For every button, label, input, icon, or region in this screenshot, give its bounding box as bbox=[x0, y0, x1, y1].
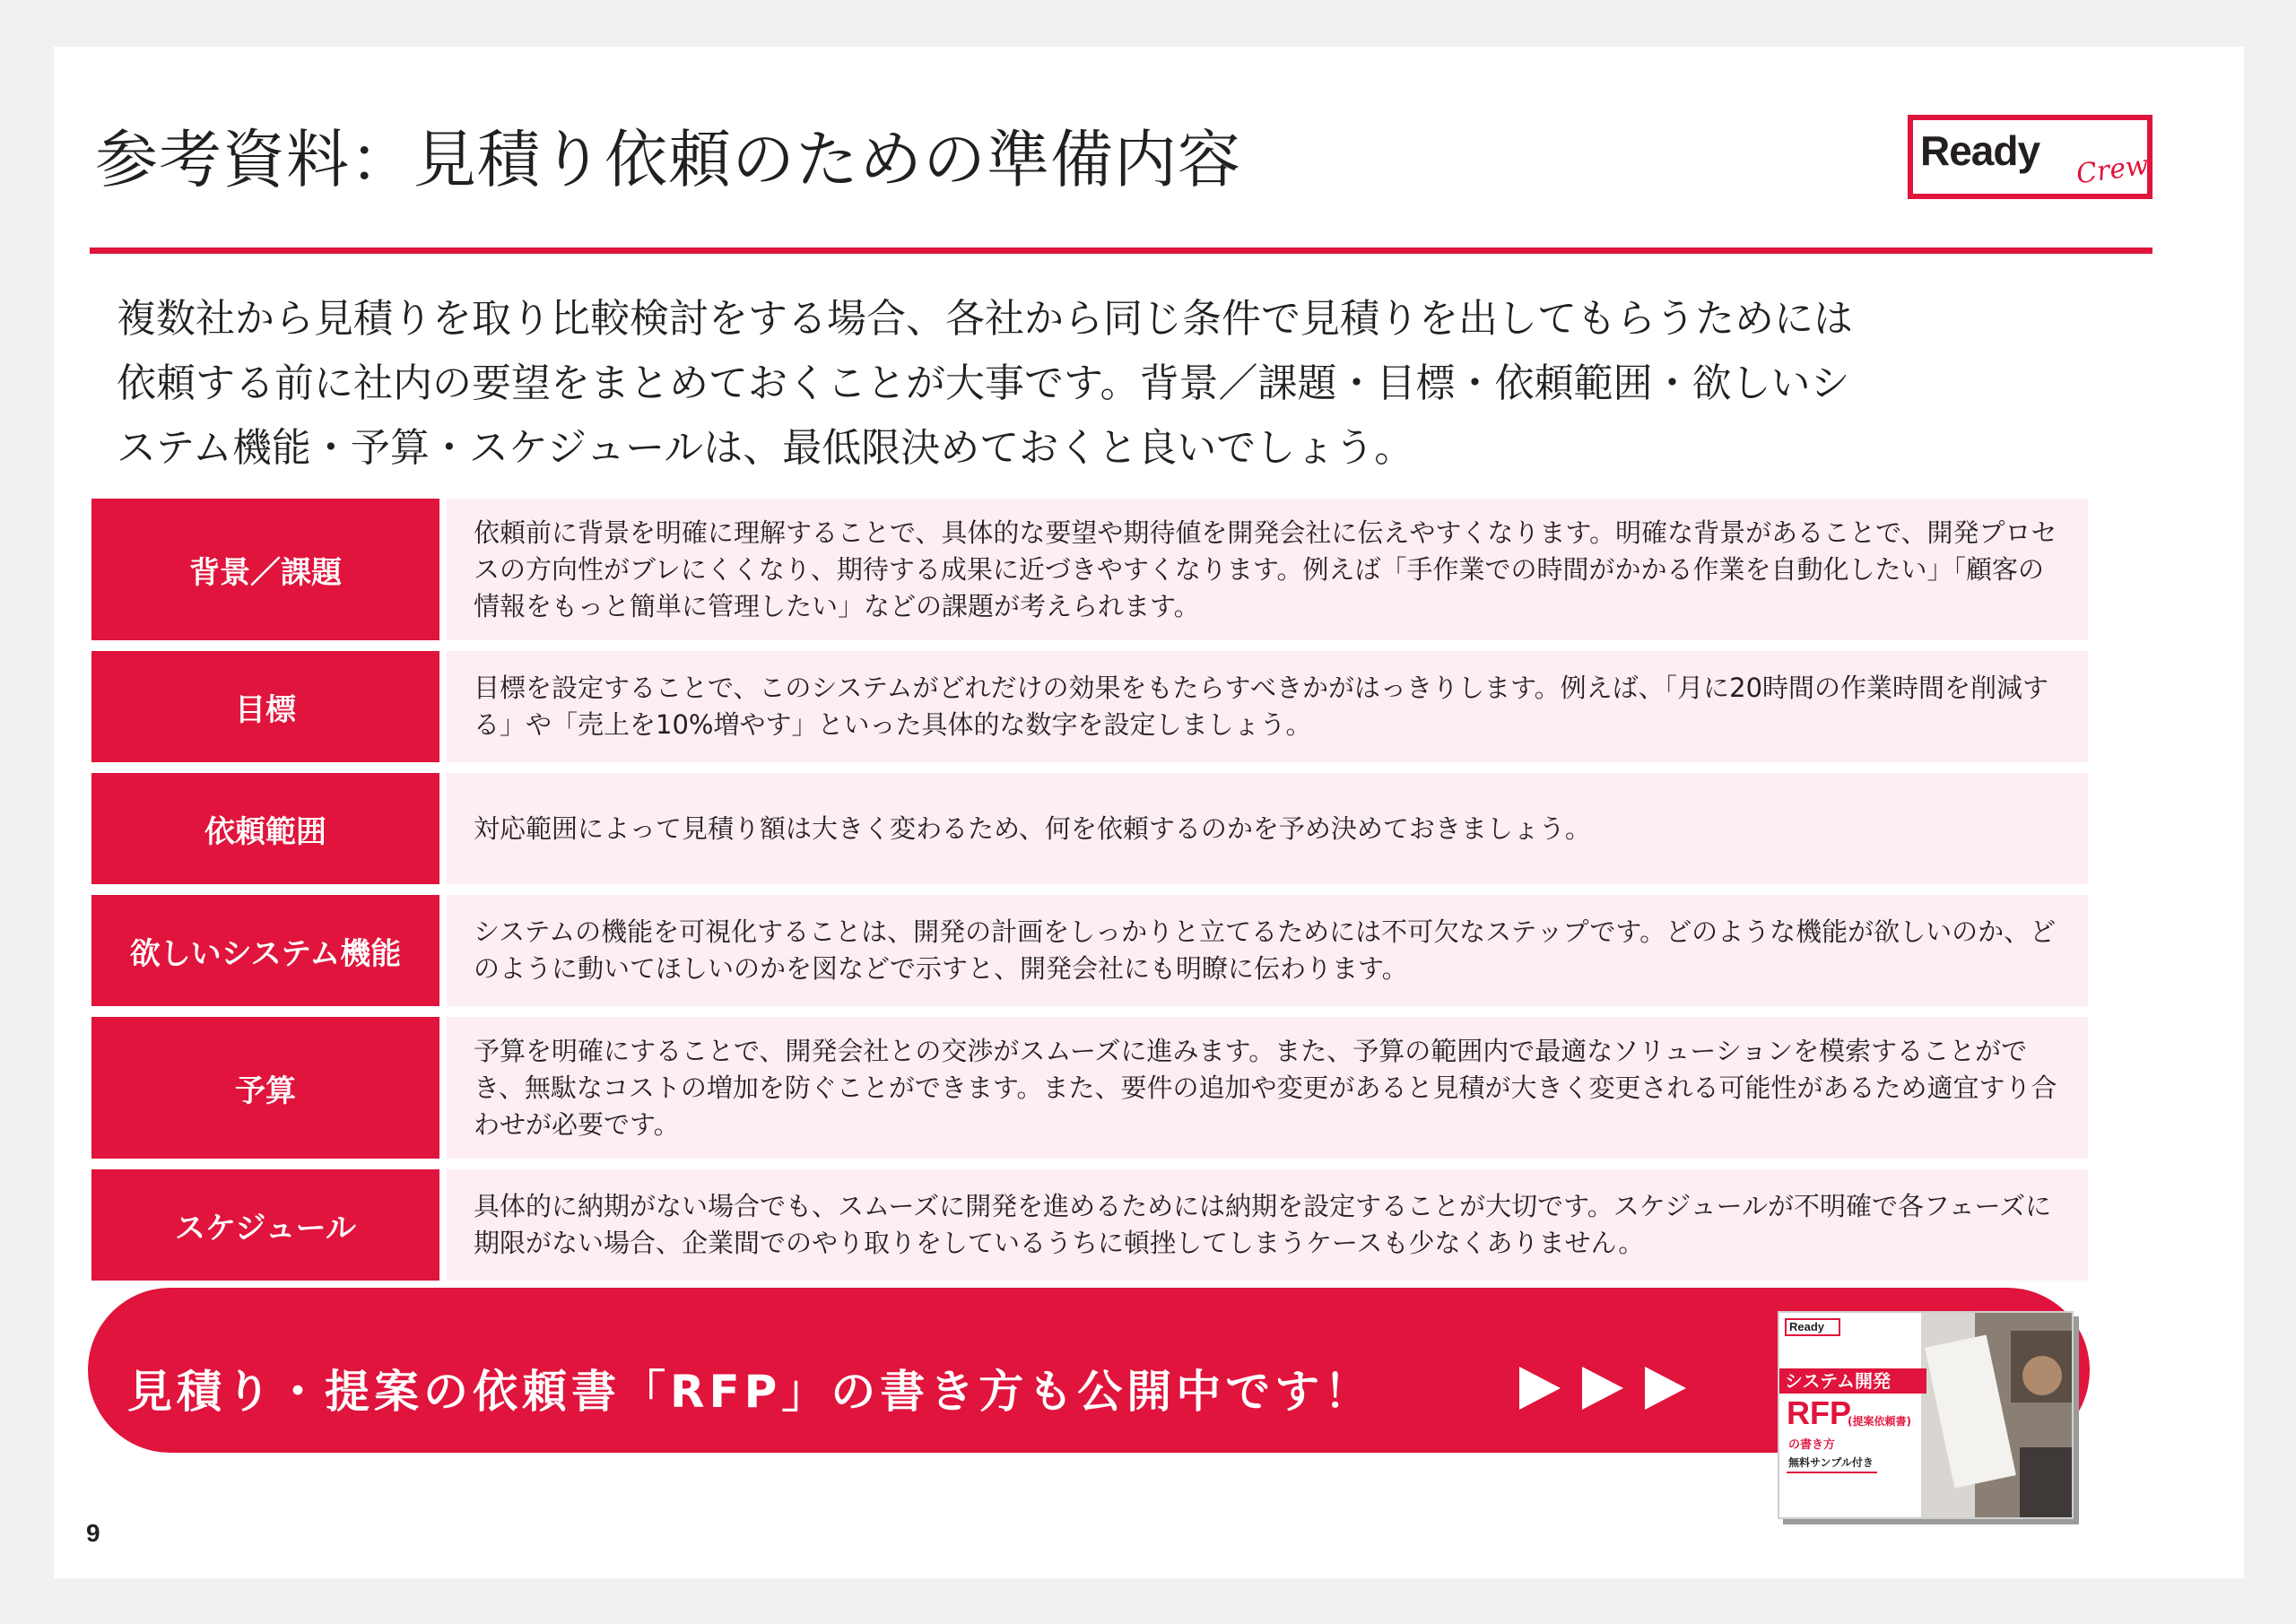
thumbnail-how-to: の書き方 bbox=[1788, 1438, 1836, 1452]
row-label: 背景／課題 bbox=[91, 499, 439, 640]
table-row-schedule bbox=[91, 1169, 2088, 1281]
intro-line: 複数社から見積りを取り比較検討をする場合、各社から同じ条件で見積りを出してもらうためには bbox=[117, 296, 1853, 342]
row-label: スケジュール bbox=[91, 1169, 439, 1281]
row-label: 予算 bbox=[91, 1017, 439, 1159]
thumbnail-rfp-subtitle: (提案依頼書) bbox=[1848, 1415, 1911, 1428]
logo-crew-text: Crew bbox=[2074, 149, 2151, 191]
row-description bbox=[447, 1169, 2088, 1281]
row-label: 欲しいシステム機能 bbox=[91, 895, 439, 1006]
row-description bbox=[447, 895, 2088, 1006]
intro-line: ステム機能・予算・スケジュールは、最低限決めておくと良いでしょう。 bbox=[117, 425, 1414, 471]
triple-arrow-icon[interactable] bbox=[1519, 1363, 1686, 1413]
page-number: 9 bbox=[86, 1519, 100, 1547]
page-title: 参考資料：見積り依頼のための準備内容 bbox=[95, 123, 1241, 196]
banner-text[interactable]: 見積り・提案の依頼書「RFP」の書き方も公開中です！ bbox=[127, 1366, 1374, 1418]
thumbnail-ribbon: システム開発 bbox=[1779, 1368, 1926, 1394]
row-description-text: 予算を明確にすることで、開発会社との交渉がスムーズに進みます。また、予算の範囲内で最適なソリューションを模索することができ、無駄なコストの増加を防ぐことができます。また、要件の追加や変更があると見積が大きく変更される可能性があるため適宜すり合わせが必要です。 bbox=[474, 1035, 2057, 1140]
intro-paragraph bbox=[117, 287, 2144, 481]
table-row-goal bbox=[91, 651, 2088, 762]
thumbnail-photo-image bbox=[1921, 1313, 2074, 1519]
row-description bbox=[447, 1017, 2088, 1159]
row-description bbox=[447, 773, 2088, 884]
row-description-text: 具体的に納期がない場合でも、スムーズに開発を進めるためには納期を設定することが大切です。スケジュールが不明確で各フェーズに期限がない場合、企業間でのやり取りをしているうちに頓挫してしまうケースも少なくありません。 bbox=[474, 1191, 2052, 1258]
rfp-guide-thumbnail[interactable] bbox=[1778, 1311, 2074, 1519]
row-label: 目標 bbox=[91, 651, 439, 762]
ready-crew-logo bbox=[1908, 115, 2152, 199]
thumbnail-logo: Ready bbox=[1785, 1318, 1840, 1336]
intro-line: 依頼する前に社内の要望をまとめておくことが大事です。背景／課題・目標・依頼範囲・欲しいシ bbox=[117, 360, 1850, 406]
table-row-scope bbox=[91, 773, 2088, 884]
row-description-text: 目標を設定することで、このシステムがどれだけの効果をもたらすべきかがはっきりします。例えば、「月に20時間の作業時間を削減する」や「売上を10%増やす」といった具体的な数字を設定しましょう。 bbox=[474, 673, 2049, 740]
thumbnail-rfp-title: RFP bbox=[1787, 1394, 1851, 1431]
row-description-text: システムの機能を可視化することは、開発の計画をしっかりと立てるためには不可欠なステップです。どのような機能が欲しいのか、どのように動いてほしいのかを図などで示すと、開発会社にも明瞭に伝わります。 bbox=[474, 916, 2057, 984]
table-row-background bbox=[91, 499, 2088, 640]
row-description-text: 依頼前に背景を明確に理解することで、具体的な要望や期待値を開発会社に伝えやすくなります。明確な背景があることで、開発プロセスの方向性がブレにくくなり、期待する成果に近づきやすくなります。例えば「手作業での時間がかかる作業を自動化したい」「顧客の情報をもっと簡単に管理したい」などの課題が考えられます。 bbox=[474, 517, 2057, 621]
title-divider bbox=[90, 248, 2152, 254]
logo-ready-text: Ready bbox=[1920, 127, 2040, 174]
row-description-text: 対応範囲によって見積り額は大きく変わるため、何を依頼するのかを予め決めておきましょう。 bbox=[474, 812, 1591, 844]
row-description bbox=[447, 651, 2088, 762]
table-row-features bbox=[91, 895, 2088, 1006]
row-description bbox=[447, 499, 2088, 640]
table-row-budget bbox=[91, 1017, 2088, 1159]
row-label: 依頼範囲 bbox=[91, 773, 439, 884]
thumbnail-free-sample: 無料サンプル付き bbox=[1787, 1455, 1877, 1473]
